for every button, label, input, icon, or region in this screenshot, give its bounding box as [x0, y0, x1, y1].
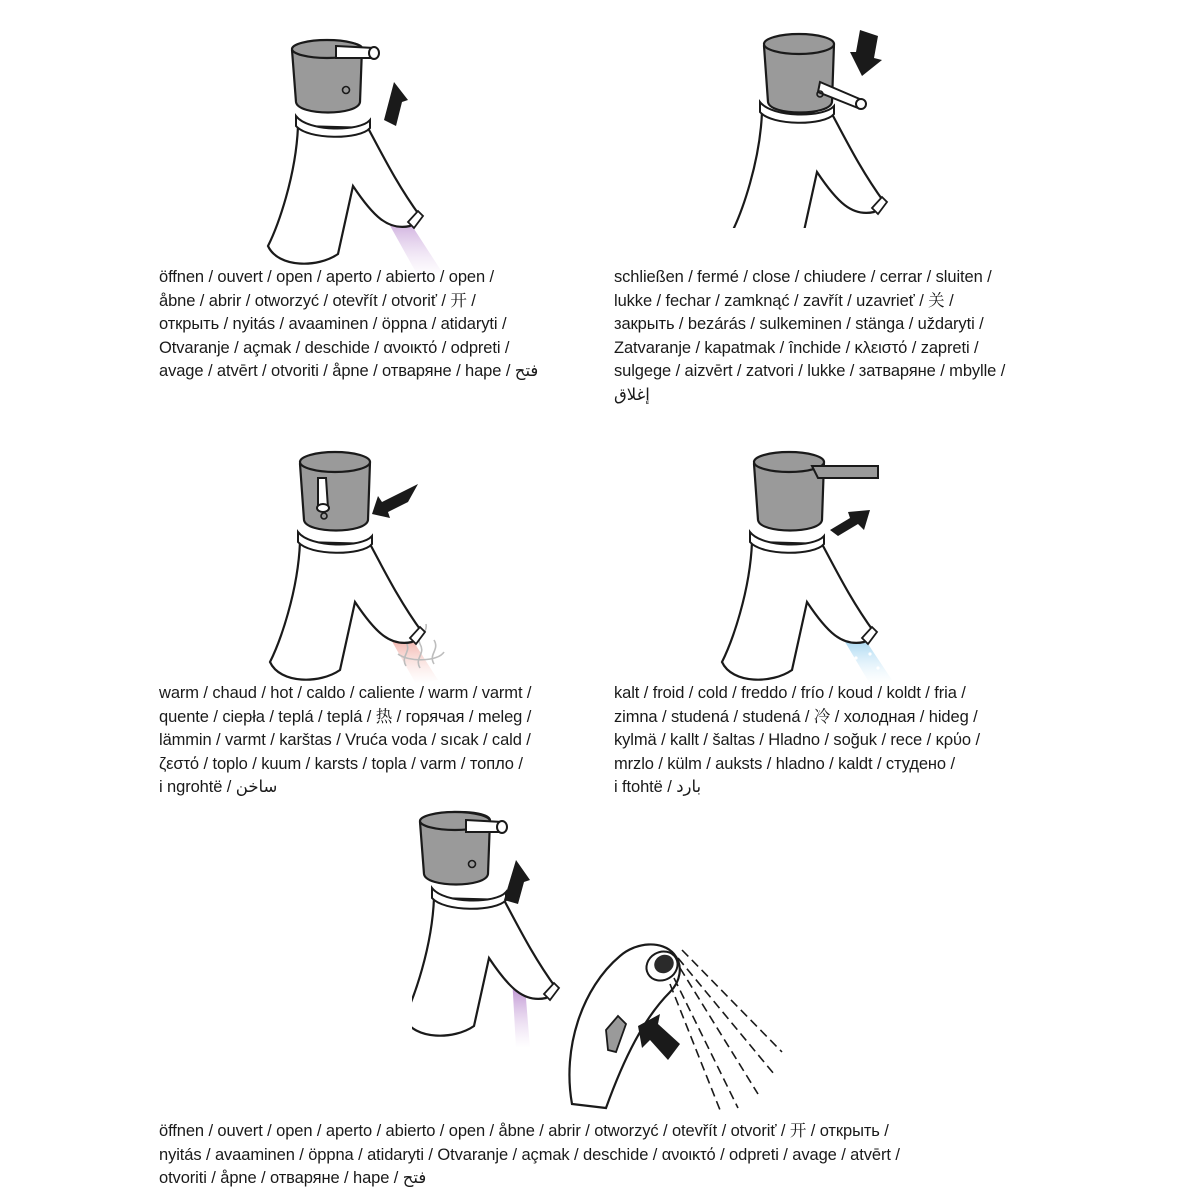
- caption-hot: warm / chaud / hot / caldo / caliente / warm / varmt / quente / ciepła / teplá / teplá / 热 / горячая / meleg / lämmin / varmt / karštas / Vruća voda / sıcak / cald / ζεστό / toplo / kuum / karsts / topla / varm / топло / i ngrohtë / ساخن: [159, 684, 532, 796]
- caption-close: schließen / fermé / close / chiudere / cerrar / sluiten / lukke / fechar / zamknąć / zavřít / uzavrieť / 关 / закрыть / bezárás / sulkeminen / stänga / uždaryti / Zatvaranje / kapatmak / închide / κλειστό / zapreti / sulgege / aizvērt / zatvori / lukke / затваряне / mbylle / إغلاق: [614, 268, 1006, 404]
- faucet-open-illustration: [262, 36, 462, 276]
- caption-cold: kalt / froid / cold / freddo / frío / koud / koldt / fria / zimna / studená / studená / 冷 / холодная / hideg / kylmä / kallt / šaltas / Hladno / soğuk / rece / κρύο / mrzlo / külm / auksts / hladno / kaldt / студено / i ftohtë / بارد: [614, 684, 980, 796]
- caption-open: öffnen / ouvert / open / aperto / abierto / open / åbne / abrir / otworzyć / otevřít / otvoriť / 开 / открыть / nyitás / avaaminen / öppna / atidaryti / Otvaranje / açmak / deschide / ανοικτό / odpreti / avage / atvērt / otvoriti / åpne / отваряне / hape / فتح: [159, 268, 539, 380]
- caption-open-shower: öffnen / ouvert / open / aperto / abierto / open / åbne / abrir / otworzyć / otevřít / otvoriť / 开 / открыть / nyitás / avaaminen / öppna / atidaryti / Otvaranje / açmak / deschide / ανοικτό / odpreti / avage / atvērt / otvoriti / åpne / отваряне / hape / فتح: [159, 1122, 900, 1187]
- arrow-up-icon: [504, 860, 530, 904]
- arrow-up-right-icon: [830, 510, 870, 536]
- faucet-cold-illustration: [720, 444, 920, 684]
- arrow-left-icon: [372, 484, 418, 518]
- arrow-up-icon: [384, 82, 408, 126]
- faucet-close-illustration: [728, 28, 898, 228]
- spray-lines: [670, 950, 782, 1110]
- faucet-hot-illustration: [268, 444, 468, 684]
- arrow-down-icon: [850, 30, 882, 76]
- faucet-open-shower-illustration: [412, 808, 792, 1118]
